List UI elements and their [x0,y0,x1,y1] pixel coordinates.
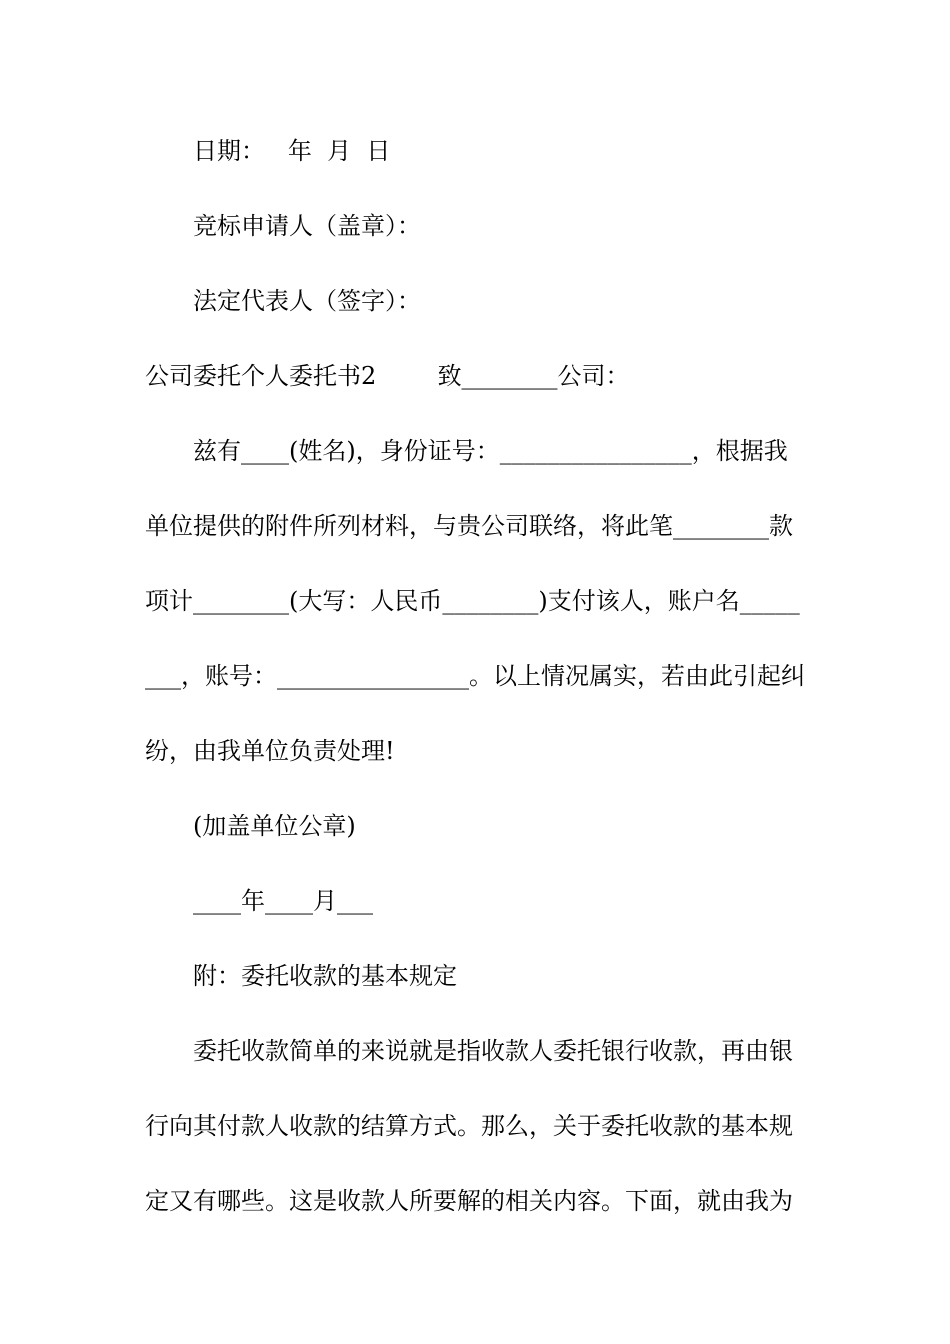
year-month-line: ____年____月___ [193,887,373,915]
paragraph-2-line-1: 委托收款简单的来说就是指收款人委托银行收款，再由银 [193,1037,793,1065]
paragraph-1-line-1: 兹有____(姓名)，身份证号：________________，根据我 [193,437,788,465]
paragraph-1-line-2: 单位提供的附件所列材料，与贵公司联络，将此笔________款 [145,512,793,540]
paragraph-2-line-3: 定又有哪些。这是收款人所要解的相关内容。下面，就由我为 [145,1187,793,1215]
heading-line [145,360,807,392]
attachment-heading: 附：委托收款的基本规定 [193,962,457,990]
legal-representative-line: 法定代表人（签字）： [193,287,421,315]
paragraph-1-line-3: 项计________(大写：人民币________)支付该人，账户名_____ [145,587,800,615]
paragraph-2-line-2: 行向其付款人收款的结算方式。那么，关于委托收款的基本规 [145,1112,793,1140]
paragraph-1-line-5: 纷，由我单位负责处理! [145,737,395,765]
addressee: 致________公司： [437,362,630,390]
seal-note: (加盖单位公章) [193,812,356,840]
applicant-seal-line: 竞标申请人（盖章）： [193,212,421,240]
date-line: 日期： 年 月 日 [193,137,391,165]
document-title: 公司委托个人委托书2 [145,362,377,390]
paragraph-1-line-4: ___，账号：________________。以上情况属实，若由此引起纠 [145,662,805,690]
